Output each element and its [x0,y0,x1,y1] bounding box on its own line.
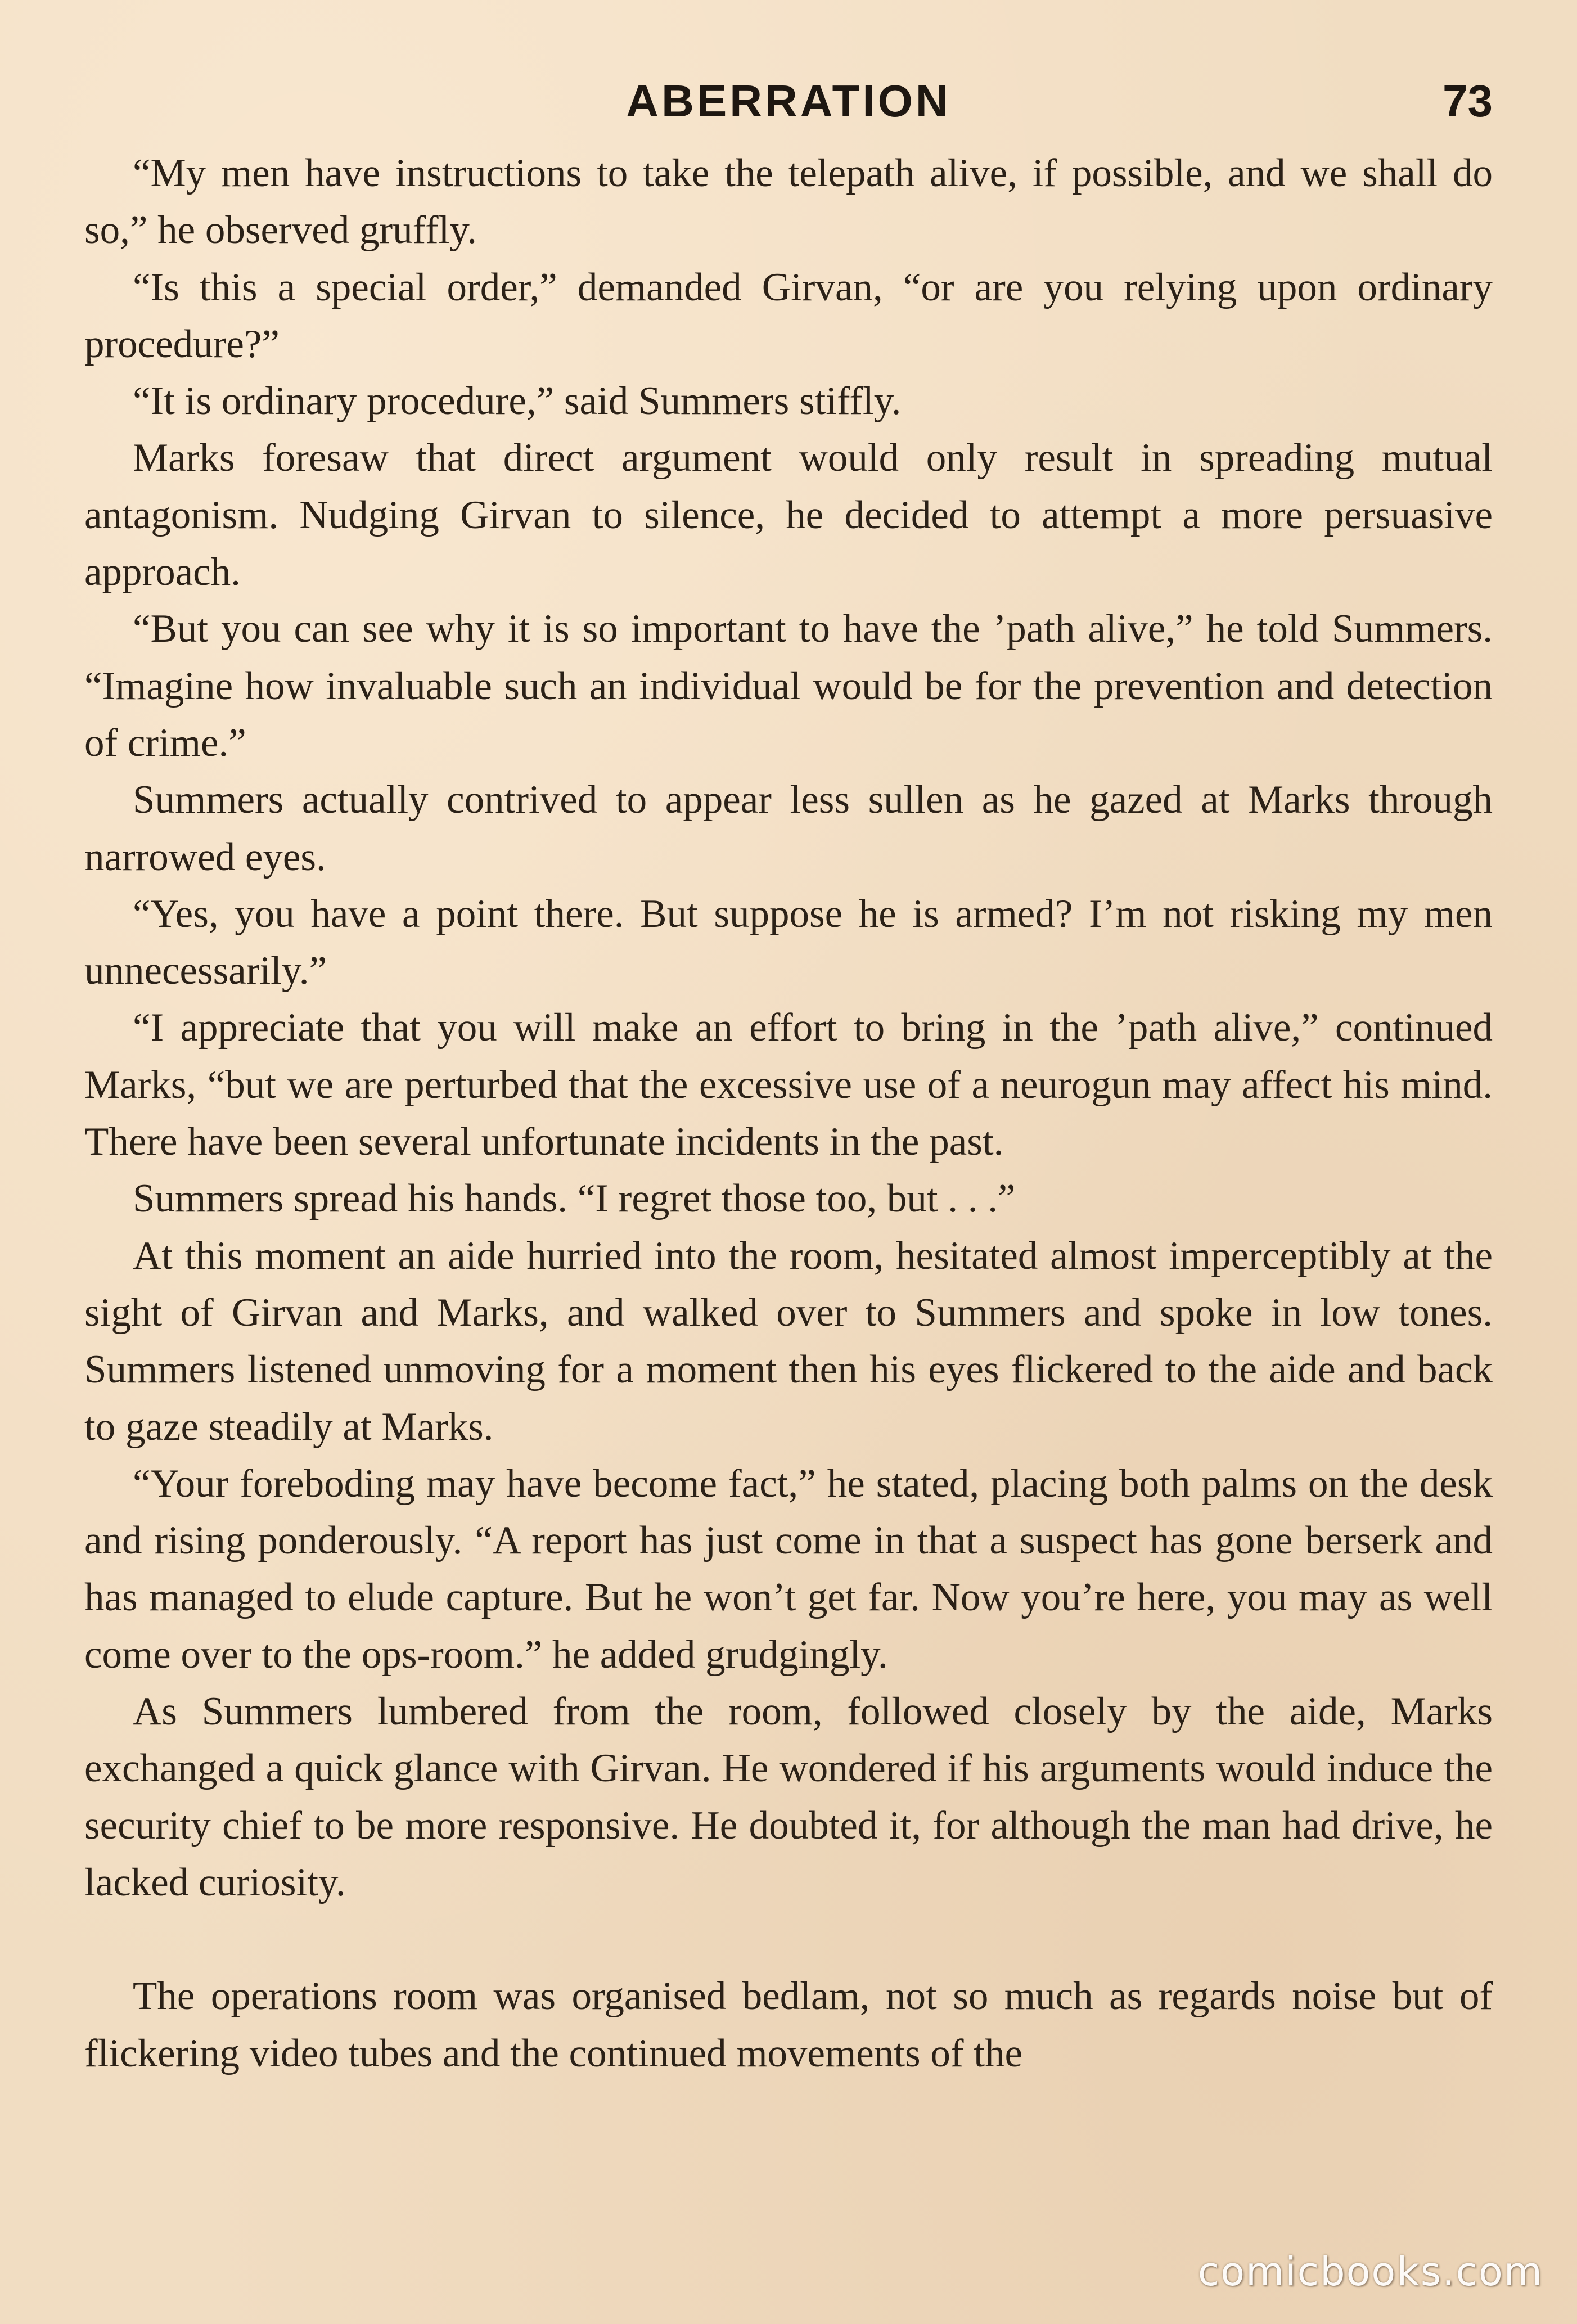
paragraph: Marks foresaw that direct argument would only result in spreading mutual antagonism. Nudging Girvan to silence, he decided to attempt a more persuasive approach. [84,436,1493,594]
page-number: 73 [1443,76,1493,126]
watermark: comicbooks.com [1197,2249,1543,2295]
paragraph: Summers actually contrived to appear less sullen as he gazed at Marks through narrowed eyes. [84,778,1493,879]
running-title: ABERRATION [626,76,951,126]
paragraph: “My men have instructions to take the telepath alive, if possible, and we shall do so,” he observed gruffly. [84,151,1493,253]
paragraph: “Your foreboding may have become fact,” he stated, placing both palms on the desk and rising ponderously. “A report has just come in that a suspect has gone berserk and has managed to elude capture. But he won’t get far. Now you’re here, you may as well come over to the ops-room.” he added grudgingly. [84,1461,1493,1677]
paragraph: As Summers lumbered from the room, followed closely by the aide, Marks exchanged a quick glance with Girvan. He wondered if his arguments would induce the security chief to be more responsive. He doubted it, for although the man had drive, he lacked curiosity. [84,1690,1493,1904]
paragraph: “I appreciate that you will make an effort to bring in the ’path alive,” continued Marks, “but we are perturbed that the excessive use of a neurogun may affect his mind. There have been several unfortunate incidents in the past. [84,1006,1493,1164]
paragraph: “But you can see why it is so important to have the ’path alive,” he told Summers. “Imagine how invaluable such an individual would be for the prevention and detection of crime.” [84,607,1493,765]
body-text [84,145,1493,2082]
paragraph: “Yes, you have a point there. But suppose he is armed? I’m not risking my men unnecessarily.” [84,891,1493,993]
paragraph: Summers spread his hands. “I regret those too, but . . .” [133,1177,1016,1221]
paragraph: “It is ordinary procedure,” said Summers stiffly. [133,379,902,424]
paragraph-section-start: The operations room was organised bedlam, not so much as regards noise but of flickering video tubes and the continued movements of the [84,1974,1493,2075]
paragraph: “Is this a special order,” demanded Girvan, “or are you relying upon ordinary procedure?” [84,265,1493,366]
paragraph: At this moment an aide hurried into the room, hesitated almost imperceptibly at the sight of Girvan and Marks, and walked over to Summers and spoke in low tones. Summers listened unmoving for a moment then his eyes flickered to the aide and back to gaze steadily at Marks. [84,1233,1493,1449]
page-header [84,73,1493,129]
